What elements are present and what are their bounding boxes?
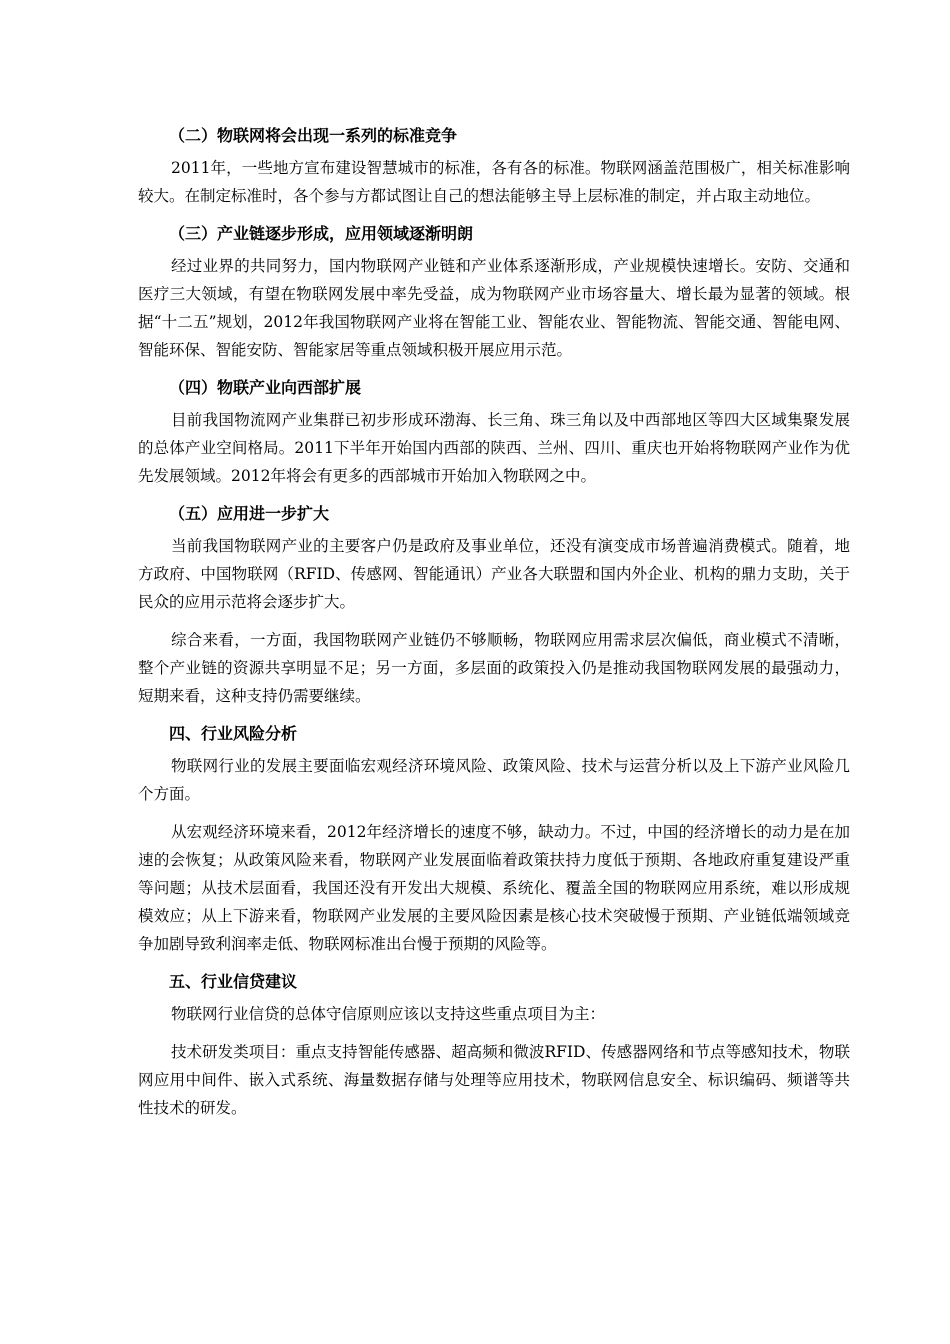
paragraph: 物联网行业信贷的总体守信原则应该以支持这些重点项目为主： bbox=[171, 1005, 606, 1023]
paragraph: 技术研发类项目：重点支持智能传感器、超高频和微波RFID、传感器网络和节点等感知技术，物联网应用中间件、嵌入式系统、海量数据存储与处理等应用技术，物联网信息安全、标识编码、频谱等共性技术的研发。 bbox=[138, 1043, 850, 1117]
paragraph: 当前我国物联网产业的主要客户仍是政府及事业单位，还没有演变成市场普遍消费模式。随着，地方政府、中国物联网（RFID、传感网、智能通讯）产业各大联盟和国内外企业、机构的鼎力支助，关于民众的应用示范将会逐步扩大。 bbox=[138, 537, 850, 611]
paragraph: 经过业界的共同努力，国内物联网产业链和产业体系逐渐形成，产业规模快速增长。安防、交通和医疗三大领域，有望在物联网发展中率先受益，成为物联网产业市场容量大、增长最为显著的领域。根据“十二五”规划，2012年我国物联网产业将在智能工业、智能农业、智能物流、智能交通、智能电网、智能环保、智能安防、智能家居等重点领域积极开展应用示范。 bbox=[138, 257, 850, 359]
section-heading: 五、行业信贷建议 bbox=[169, 972, 298, 991]
paragraph: 从宏观经济环境来看，2012年经济增长的速度不够，缺动力。不过，中国的经济增长的动力是在加速的会恢复；从政策风险来看，物联网产业发展面临着政策扶持力度低于预期、各地政府重复建设严重等问题；从技术层面看，我国还没有开发出大规模、系统化、覆盖全国的物联网应用系统，难以形成规模效应；从上下游来看，物联网产业发展的主要风险因素是核心技术突破慢于预期、产业链低端领域竞争加剧导致利润率走低、物联网标准出台慢于预期的风险等。 bbox=[138, 823, 850, 953]
paragraph: 综合来看，一方面，我国物联网产业链仍不够顺畅，物联网应用需求层次偏低，商业模式不清晰，整个产业链的资源共享明显不足；另一方面，多层面的政策投入仍是推动我国物联网发展的最强动力，短期来看，这种支持仍需要继续。 bbox=[138, 631, 850, 705]
paragraph: 物联网行业的发展主要面临宏观经济环境风险、政策风险、技术与运营分析以及上下游产业风险几个方面。 bbox=[138, 757, 850, 803]
section-heading: （三）产业链逐步形成，应用领域逐渐明朗 bbox=[169, 224, 474, 243]
section-heading: （五）应用进一步扩大 bbox=[169, 504, 330, 523]
paragraph: 目前我国物流网产业集群已初步形成环渤海、长三角、珠三角以及中西部地区等四大区域集聚发展的总体产业空间格局。2011下半年开始国内西部的陕西、兰州、四川、重庆也开始将物联网产业作为优先发展领域。2012年将会有更多的西部城市开始加入物联网之中。 bbox=[138, 411, 850, 485]
paragraph: 2011年，一些地方宣布建设智慧城市的标准，各有各的标准。物联网涵盖范围极广，相关标准影响较大。在制定标准时，各个参与方都试图让自己的想法能够主导上层标准的制定，并占取主动地位。 bbox=[138, 159, 850, 205]
section-heading: （四）物联产业向西部扩展 bbox=[169, 378, 362, 397]
section-heading: （二）物联网将会出现一系列的标准竞争 bbox=[169, 126, 458, 145]
document-page bbox=[138, 122, 850, 1132]
section-heading: 四、行业风险分析 bbox=[169, 724, 298, 743]
